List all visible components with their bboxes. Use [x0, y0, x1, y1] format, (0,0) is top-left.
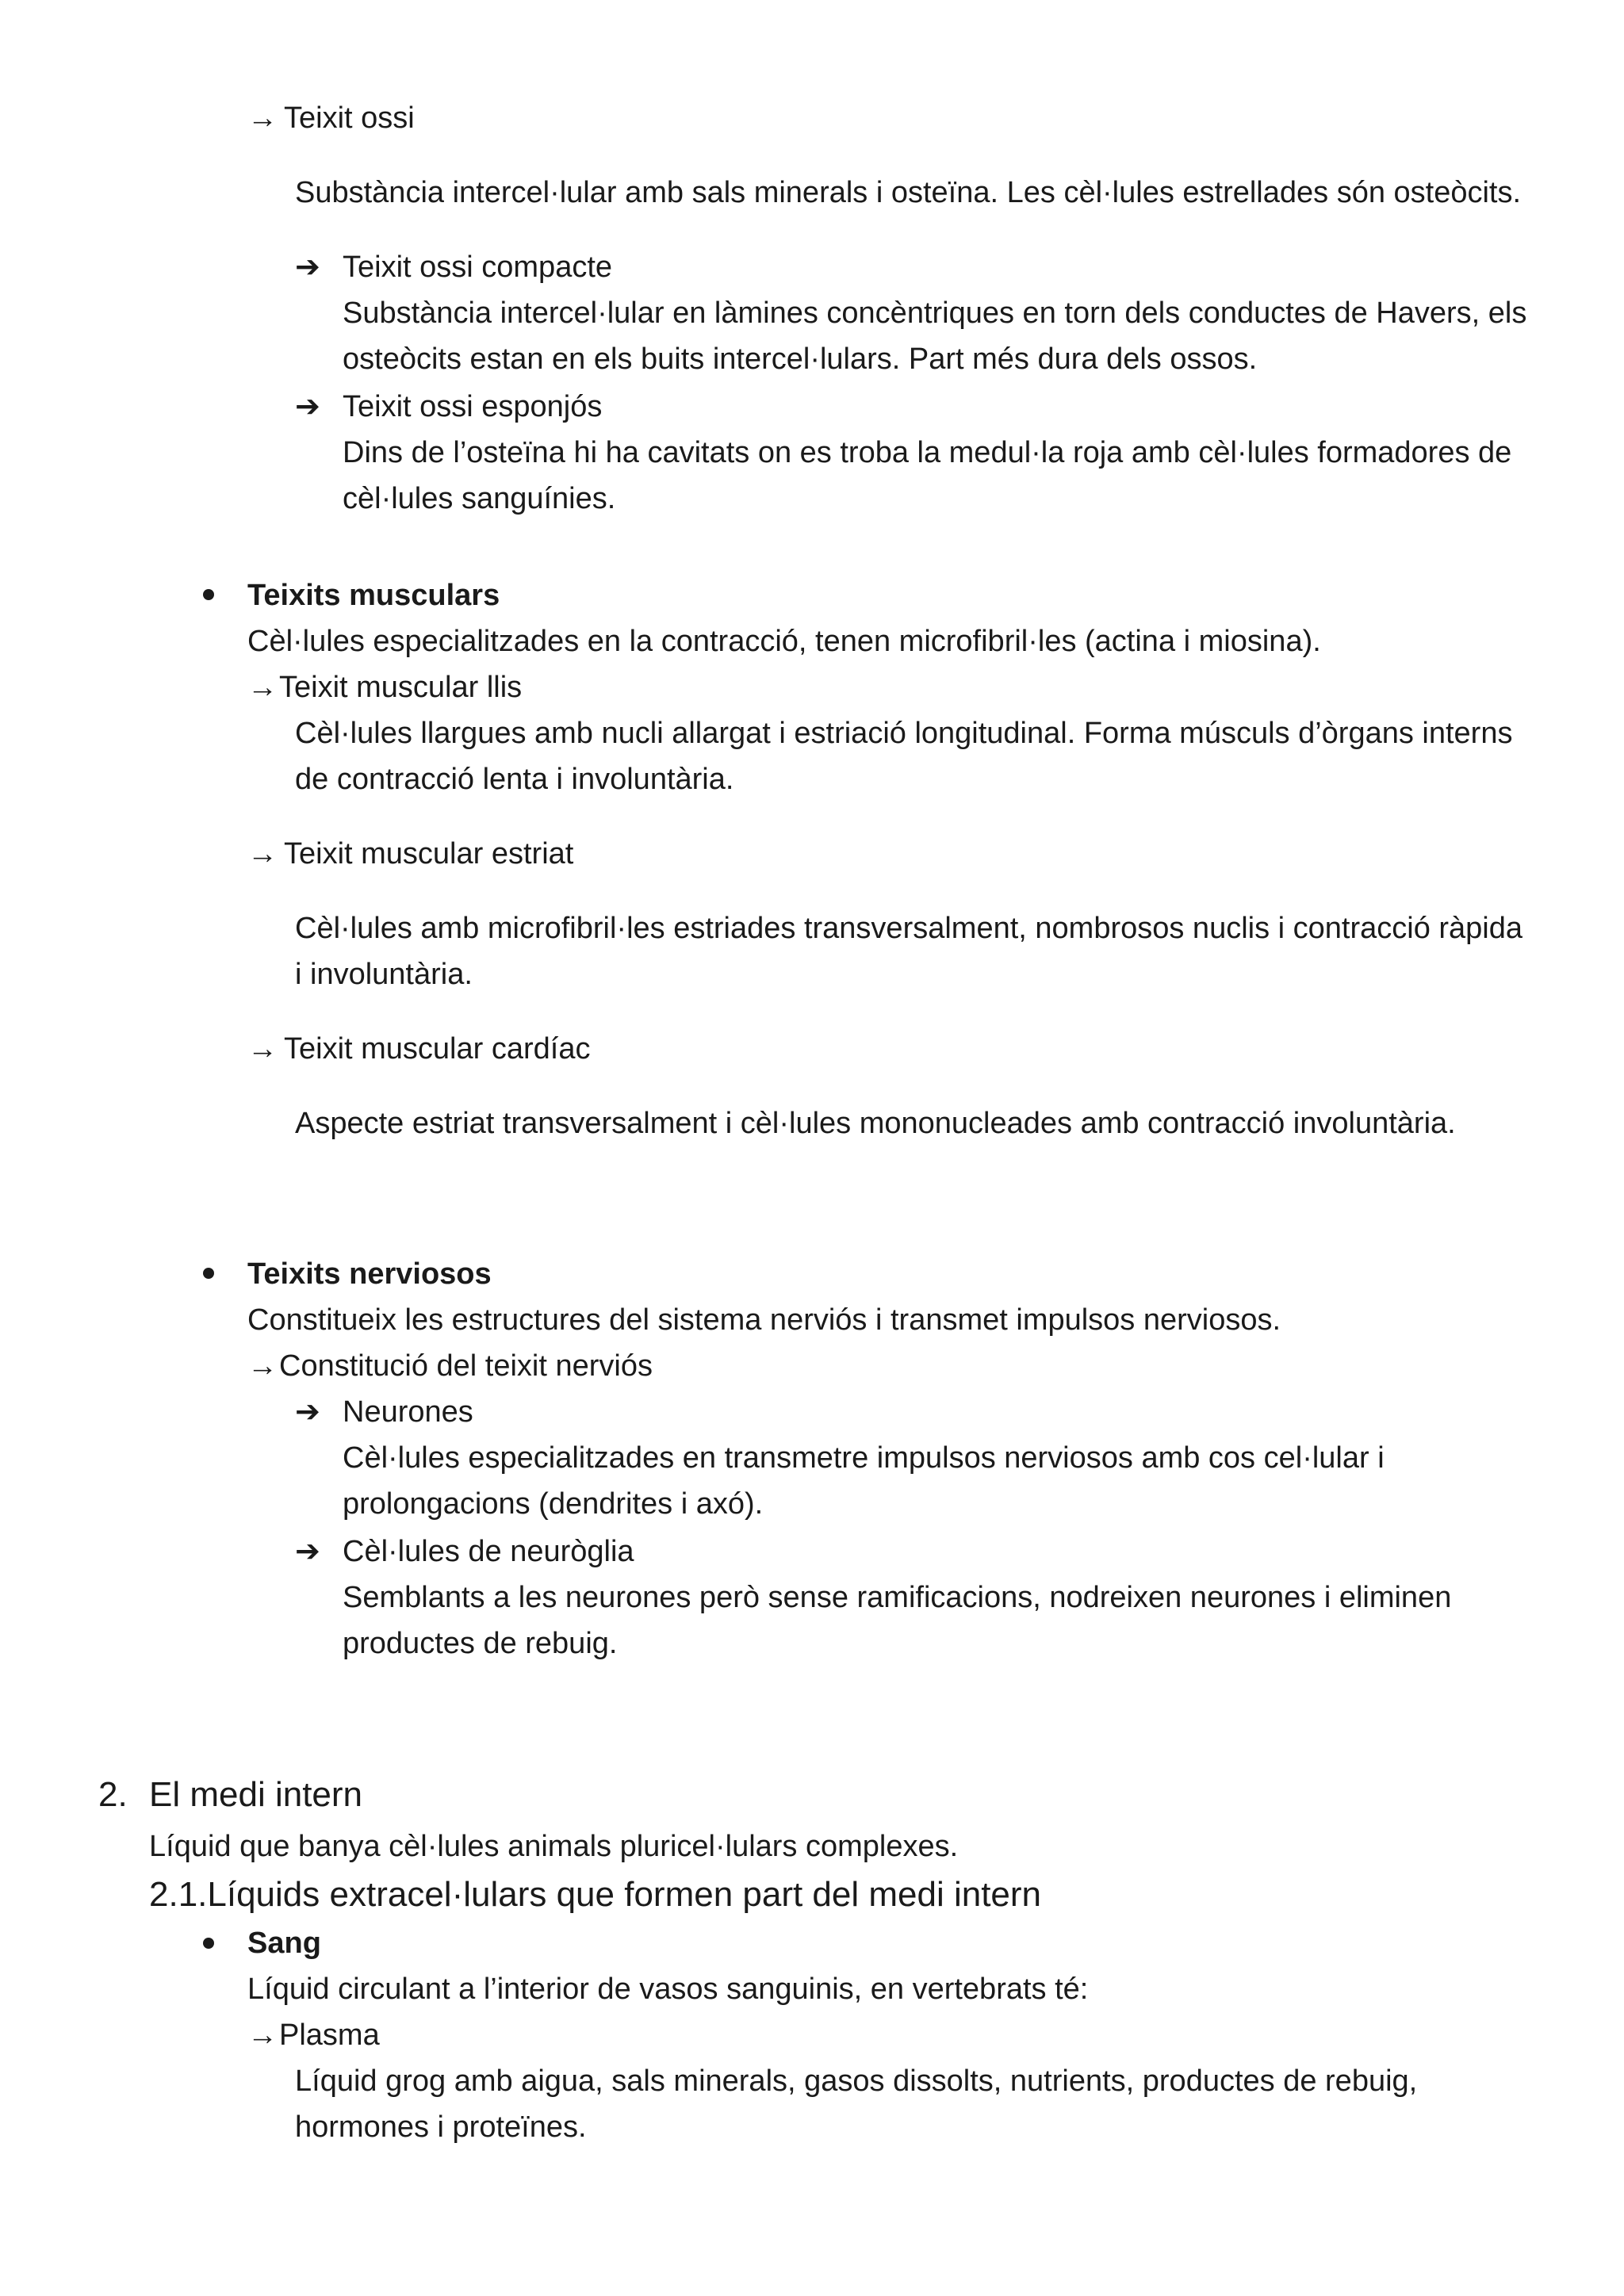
cardiac-line: Aspecte estriat transversalment i cèl·lules mononucleades amb contracció involuntària.: [295, 1107, 1456, 1140]
musculars-heading: Teixits musculars: [247, 579, 500, 612]
bold-arrow-icon: ➔: [295, 251, 320, 284]
compacte-line: osteòcits estan en els buits intercel·lulars. Part més dura dels ossos.: [343, 342, 1258, 376]
compacte-heading: Teixit ossi compacte: [343, 251, 613, 284]
section-number: 2.: [98, 1775, 128, 1814]
bold-arrow-icon: ➔: [295, 1395, 320, 1429]
neurones-line: Cèl·lules especialitzades en transmetre impulsos nerviosos amb cos cel·lular i: [343, 1441, 1385, 1475]
nerviosos-heading: Teixits nerviosos: [247, 1257, 492, 1291]
arrow-icon: →: [247, 1032, 278, 1066]
bullet-icon: [203, 1938, 214, 1949]
arrow-icon: →: [247, 101, 278, 135]
neuroglia-line: productes de rebuig.: [343, 1627, 618, 1660]
neuroglia-line: Semblants a les neurones però sense ramificacions, nodreixen neurones i eliminen: [343, 1581, 1452, 1614]
plasma-heading: →Plasma: [247, 2012, 380, 2058]
teixit-ossi-heading: → Teixit ossi: [247, 95, 415, 141]
arrow-icon: →: [247, 2019, 278, 2052]
compacte-line: Substància intercel·lular en làmines concèntriques en torn dels conductes de Havers, els: [343, 297, 1527, 330]
arrow-icon: →: [247, 1349, 278, 1383]
llis-heading: →Teixit muscular llis: [247, 664, 522, 710]
cardiac-heading: → Teixit muscular cardíac: [247, 1026, 590, 1072]
section-desc: Líquid que banya cèl·lules animals pluricel·lulars complexes.: [149, 1830, 959, 1863]
nerviosos-desc: Constitueix les estructures del sistema nerviós i transmet impulsos nerviosos.: [247, 1303, 1281, 1337]
esponjos-heading: Teixit ossi esponjós: [343, 390, 603, 423]
arrow-icon: →: [247, 671, 278, 704]
sang-desc: Líquid circulant a l’interior de vasos sanguinis, en vertebrats té:: [247, 1973, 1089, 2006]
plasma-line: Líquid grog amb aigua, sals minerals, gasos dissolts, nutrients, productes de rebuig,: [295, 2064, 1418, 2098]
bold-arrow-icon: ➔: [295, 390, 320, 423]
estriat-line: i involuntària.: [295, 958, 473, 991]
subsection-title: 2.1.Líquids extracel·lulars que formen part del medi intern: [149, 1875, 1042, 1914]
bold-arrow-icon: ➔: [295, 1535, 320, 1568]
llis-line: Cèl·lules llargues amb nucli allargat i estriació longitudinal. Forma músculs d’òrgans interns: [295, 717, 1513, 750]
neurones-heading: Neurones: [343, 1395, 473, 1429]
musculars-desc: Cèl·lules especialitzades en la contracció, tenen microfibril·les (actina i miosina).: [247, 625, 1321, 658]
constitucio-heading: →Constitució del teixit nerviós: [247, 1343, 653, 1389]
estriat-heading: → Teixit muscular estriat: [247, 831, 573, 877]
llis-line: de contracció lenta i involuntària.: [295, 763, 734, 796]
bullet-icon: [203, 1268, 214, 1279]
teixit-ossi-desc: Substància intercel·lular amb sals minerals i osteïna. Les cèl·lules estrellades són osteòcits.: [295, 176, 1522, 209]
neuroglia-heading: Cèl·lules de neuròglia: [343, 1535, 634, 1568]
neurones-line: prolongacions (dendrites i axó).: [343, 1487, 764, 1521]
estriat-line: Cèl·lules amb microfibril·les estriades transversalment, nombrosos nuclis i contracció ràpida: [295, 912, 1523, 945]
esponjos-line: cèl·lules sanguínies.: [343, 482, 616, 515]
esponjos-line: Dins de l’osteïna hi ha cavitats on es troba la medul·la roja amb cèl·lules formadores de: [343, 436, 1512, 469]
arrow-icon: →: [247, 837, 278, 871]
plasma-line: hormones i proteïnes.: [295, 2110, 587, 2144]
bullet-icon: [203, 589, 214, 600]
section-title: El medi intern: [149, 1775, 363, 1814]
sang-heading: Sang: [247, 1927, 321, 1960]
